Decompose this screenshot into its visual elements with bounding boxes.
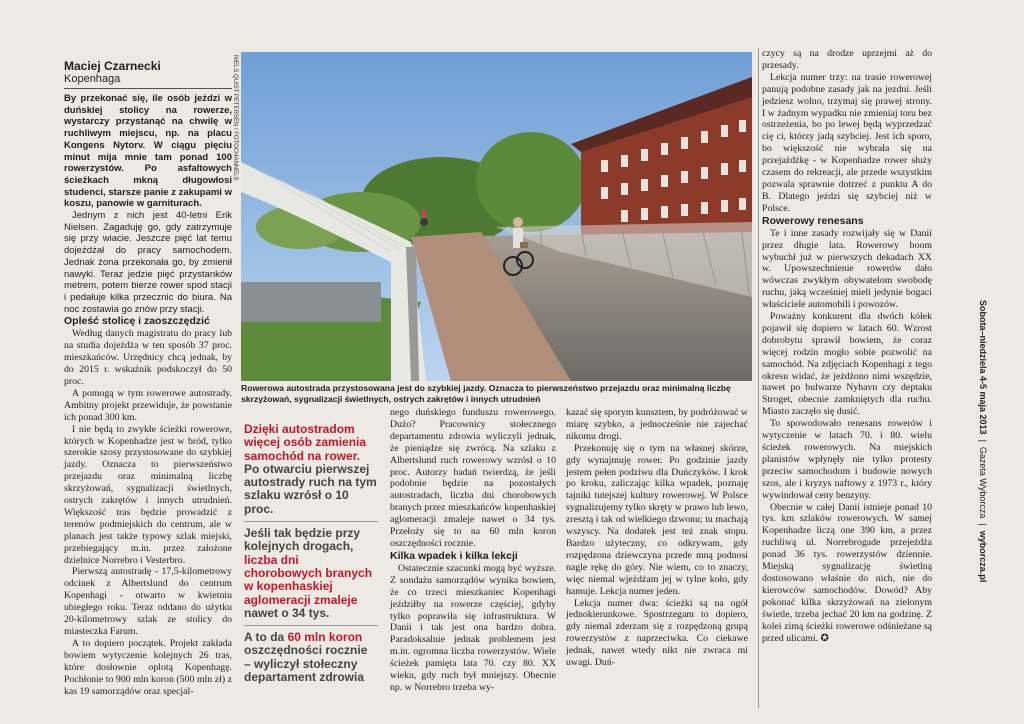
column-3 xyxy=(390,407,556,694)
paragraph: czycy są na drodze uprzejmi aż do przesady. xyxy=(762,48,932,71)
author-name: Maciej Czarnecki xyxy=(64,59,161,73)
paragraph: I nie będą to zwykłe ścieżki rowerowe, których w Kopenhadze jest w bród, tylko szerokie szosy przystosowane do szybkiej jazdy. Oznacza to pierwszeństwo przejazdu oraz minimalną liczbę skrzyżowań, sygnalizacji świetlnych, ostrych zakrętów i innych utrudnień. Większość tras będzie prowadzić z terenów podmiejskich do centrum, ale w planach jest także typowy szlak miejski, przebiegający m.in. przez założone dzielnice Norrebro i Vesterbro. xyxy=(64,423,232,566)
paragraph: A pomogą w tym rowerowe autostrady. Ambitny projekt przewiduje, że powstanie ich ponad 300 km. xyxy=(64,387,232,423)
pull-quote-1-gray: Po otwarciu pierwszej autostrady ruch na tym szlaku wzrósł o 10 proc. xyxy=(244,461,377,516)
pull-quote-2-gray-a: Jeśli tak będzie przy kolejnych drogach, xyxy=(244,526,361,554)
paragraph: Według danych magistratu do pracy lub na studia dojeżdża w ten sposób 37 proc. mieszkańców. Urzędnicy chcą jednak, by do 2015 r. wskaźnik podskoczył do 50 proc. xyxy=(64,328,232,387)
photo-caption: Rowerowa autostrada przystosowana jest do szybkiej jazdy. Oznacza to pierwszeństwo przejazdu oraz minimalną liczbę skrzyżowań, sygnalizacji świetlnych, ostrych zakrętów i innych utrudnień xyxy=(241,383,731,404)
paragraph: Poważny konkurent dla dwóch kółek pojawił się dopiero w latach 60. Wzrost dobrobytu sprawił bowiem, że coraz więcej rodzin mogło sobie pozwolić na samochód. Na zdjęciach Kopenhagi z tego okresu widać, że jeżdżono nimi wszędzie, nawet po bulwarze Nyhavn czy deptaku Stroget, obecnie zamkniętych dla ruchu. Miasto zaczęło się dusić. xyxy=(762,311,932,418)
pull-quote-2-gray-b: nawet o 34 tys. xyxy=(244,605,330,620)
paragraph: Pierwszą autostradę - 17,5-kilometrowy odcinek z Albertslund do centrum Kopenhagi - otwarto w kwietniu ubiegłego roku. Teraz oddano do użytku 20-kilometrowy szlak ze stolicy do miasteczka Farum. xyxy=(64,566,232,638)
paragraph: Te i inne zasady rozwijały się w Danii przez długie lata. Rowerowy boom wybuchł już w pierwszych dekadach XX w. Upowszechnienie rowerów dało wówczas zwykłym obywatelom swobodę ruchu, jaką wcześniej mieli jedynie bogaci właściciele automobili i powozów. xyxy=(762,227,932,311)
pull-quote-3-gray-a: A to da xyxy=(244,630,285,645)
bridge-photo xyxy=(241,52,752,381)
column-4 xyxy=(566,407,748,669)
side-masthead: Sobota–niedziela 4-5 maja 2013 | Gazeta Wyborcza | wyborcza.pl xyxy=(978,300,988,583)
pull-quote-1-red: Dzięki autostradom więcej osób zamienia samochód na rower. xyxy=(244,422,367,463)
pull-quote xyxy=(244,423,378,684)
paragraph: Lekcja numer dwa: ścieżki są na ogół jednokierunkowe. Spostrzegam to dopiero, gdy niemal zderzam się z rozpędzoną grupą rowerzystów z naprzeciwka. Co ciekawe jednak, nawet wtedy nikt nie zwraca mi uwagi. Duń- xyxy=(566,597,748,669)
column-5 xyxy=(762,48,932,644)
subheading-3: Rowerowy renesans xyxy=(762,214,864,227)
subheading-2: Kilka wpadek i kilka lekcji xyxy=(390,549,518,562)
column-1 xyxy=(64,60,232,697)
photo-credit: NIELS QUIST PETERSEN / FOTOCHANNELS xyxy=(232,55,238,181)
pull-quote-3-gray-c: – wyliczył stołeczny departament zdrowia xyxy=(244,656,365,685)
author-place: Kopenhaga xyxy=(64,73,121,85)
paragraph xyxy=(762,502,932,645)
paragraph: Ostatecznie szacunki mogą być wyższe. Z sondażu samorządów wynika bowiem, że co trzeci mieszkaniec Kopenhagi jeździłby na rowerze częściej, gdyby tylko poprawiła się infrastruktura. W Danii i tak jest ona bardzo dobra. Paradoksalnie jednak problemem jest m.in. ogromna liczba rowerzystów. Wiele ścieżek pamięta lata 70. czy 80. XX wieku, gdy ruch był mniejszy. Obecnie np. w Norrebro trzeba wy- xyxy=(390,562,556,693)
lead-paragraph: By przekonać się, ile osób jeździ w duńskiej stolicy na rowerze, wystarczy przystanąć na chwilę w ruchliwym miejscu, np. na placu Kongens Nytorv. W ciągu pięciu minut mija mnie tam ponad 100 rowerzystów. Po asfaltowych ścieżkach mkną długowłosi studenci, starsze panie z zakupami w koszu, panowie w garniturach. xyxy=(64,93,232,210)
pull-quote-2-red: liczba dni chorobowych branych w kopenhaskiej aglomeracji zmaleje xyxy=(244,552,373,607)
paragraph: Przekonuję się o tym na własnej skórze, gdy wynajmuję rower. Po godzinie jazdy jestem pełen podziwu dla Duńczyków. I krok po kroku, zaliczając kilka wpadek, poznaję tajniki tutejszej kultury rowerowej. W Polsce sygnalizujemy tylko skręty w prawo lub lewo, zresztą i tak od wielkiego dzwonu; tu machają wszyscy. Na dodatek jest też znak stopu. Bardzo użyteczny, co odkrywam, gdy rozpędzona dziewczyna przede mną podnosi nagle rękę do góry. Nie wiem, co to znaczy, więc niemal wjeżdżam jej w tylne koło, gdy hamuje. Lekcja numer jeden. xyxy=(566,442,748,597)
byline-rule xyxy=(64,88,232,89)
bicycle-bridge-illustration xyxy=(241,52,752,381)
intro-paragraph: Jednym z nich jest 40-letni Erik Nielsen. Zagaduję go, gdy zatrzymuje się przy wiacie. Jeszcze pięć lat temu dojeżdżał do pracy samochodem. Jednak żona przekonała go, by zmienił nawyki. Teraz jedzie pięć przystanków metrem, potem bierze rower spod stacji i pedałuje kilka przecznic do biura. Na noc zostawia go znów przy stacji. xyxy=(64,210,232,315)
pull-quote-3-gray-b: oszczędności rocznie xyxy=(244,643,368,658)
paper-name: Gazeta Wyborcza xyxy=(978,446,988,519)
column-divider xyxy=(758,48,759,708)
final-paragraph-text: Obecnie w całej Danii istnieje ponad 10 tys. km szlaków rowerowych. W samej Kopenhadze liczą one 390 km, a przez ruchliwą ul. Norrebrogade przejeżdża ponad 36 tys. rowerzystów dziennie. Miejską sygnalizację świetlną dostosowano właśnie do nich, nie do kierowców samochodów. Dowód? Aby pokonać kilka skrzyżowań na zielonym świetle, trzeba jechać 20 km na godzinę. Z kolei zimą ścieżki rowerowe odśnieżane są przed ulicami. xyxy=(762,501,932,644)
paragraph: kazać się sporym kunsztem, by podróżować w miarę szybko, a jednocześnie nie zajechać nikomu drogi. xyxy=(566,407,749,442)
paragraph: nego duńskiego funduszu rowerowego. Dużo? Pracownicy stołecznego departamentu zdrowia wyliczyli jednak, że pieniądze się zwrócą. Na szlaku z Albertslund ruch rowerowy wzrósł o 10 proc. Autorzy badań twierdzą, że jeśli podobnie będzie na pozostałych autostradach, liczba dni chorobowych branych przez mieszkańców kopenhaskiej aglomeracji zmaleje nawet o 34 tys. Przełoży się to na 60 mln koron oszczędności rocznie. xyxy=(390,407,556,549)
pull-quote-3-red: 60 mln koron xyxy=(287,630,363,645)
end-mark-icon: ✪ xyxy=(820,632,829,644)
site-name: wyborcza.pl xyxy=(978,530,988,583)
pull-separator xyxy=(244,521,378,522)
paragraph: To spowodowało renesans rowerów i wytyczenie w latach 70. i 80. wielu ścieżek rowerowych. Na miejskich planistów wpłynęły nie tylko protesty przeciw samochodom i budowie nowych szos, ale i kryzys naftowy z 1973 r., który wywindował ceny benzyny. xyxy=(762,418,932,501)
subheading-1: Opleść stolicę i zaoszczędzić xyxy=(64,315,210,328)
pull-separator xyxy=(244,625,378,626)
pull-quote-3 xyxy=(244,631,378,658)
paragraph: A to dopiero początek. Projekt zakłada bowiem wytyczenie kolejnych 26 tras, które dosłownie oplotą Kopenhagę. Pochłonie to 900 mln koron (500 mln zł) z kas 19 samorządów oraz specjal- xyxy=(64,637,232,697)
issue-date: Sobota–niedziela 4-5 maja 2013 xyxy=(978,300,988,435)
paragraph: Lekcja numer trzy: na trasie rowerowej panują podobne zasady jak na jezdni. Jeśli jedziesz wolno, trzymaj się prawej strony. I w żadnym wypadku nie zmieniaj toru bez ostrzeżenia, bo po lewej będą wyprzedzać cię ci, którzy jadą szybciej. Jest ich sporo, bo większość nie wybrała się na przejażdżkę - w Kopenhadze rower służy czasem do rekreacji, ale przede wszystkim pozwala sprawnie dotrzeć z punktu A do B. Dlatego jeździ się szybciej niż w Polsce. xyxy=(762,71,932,214)
